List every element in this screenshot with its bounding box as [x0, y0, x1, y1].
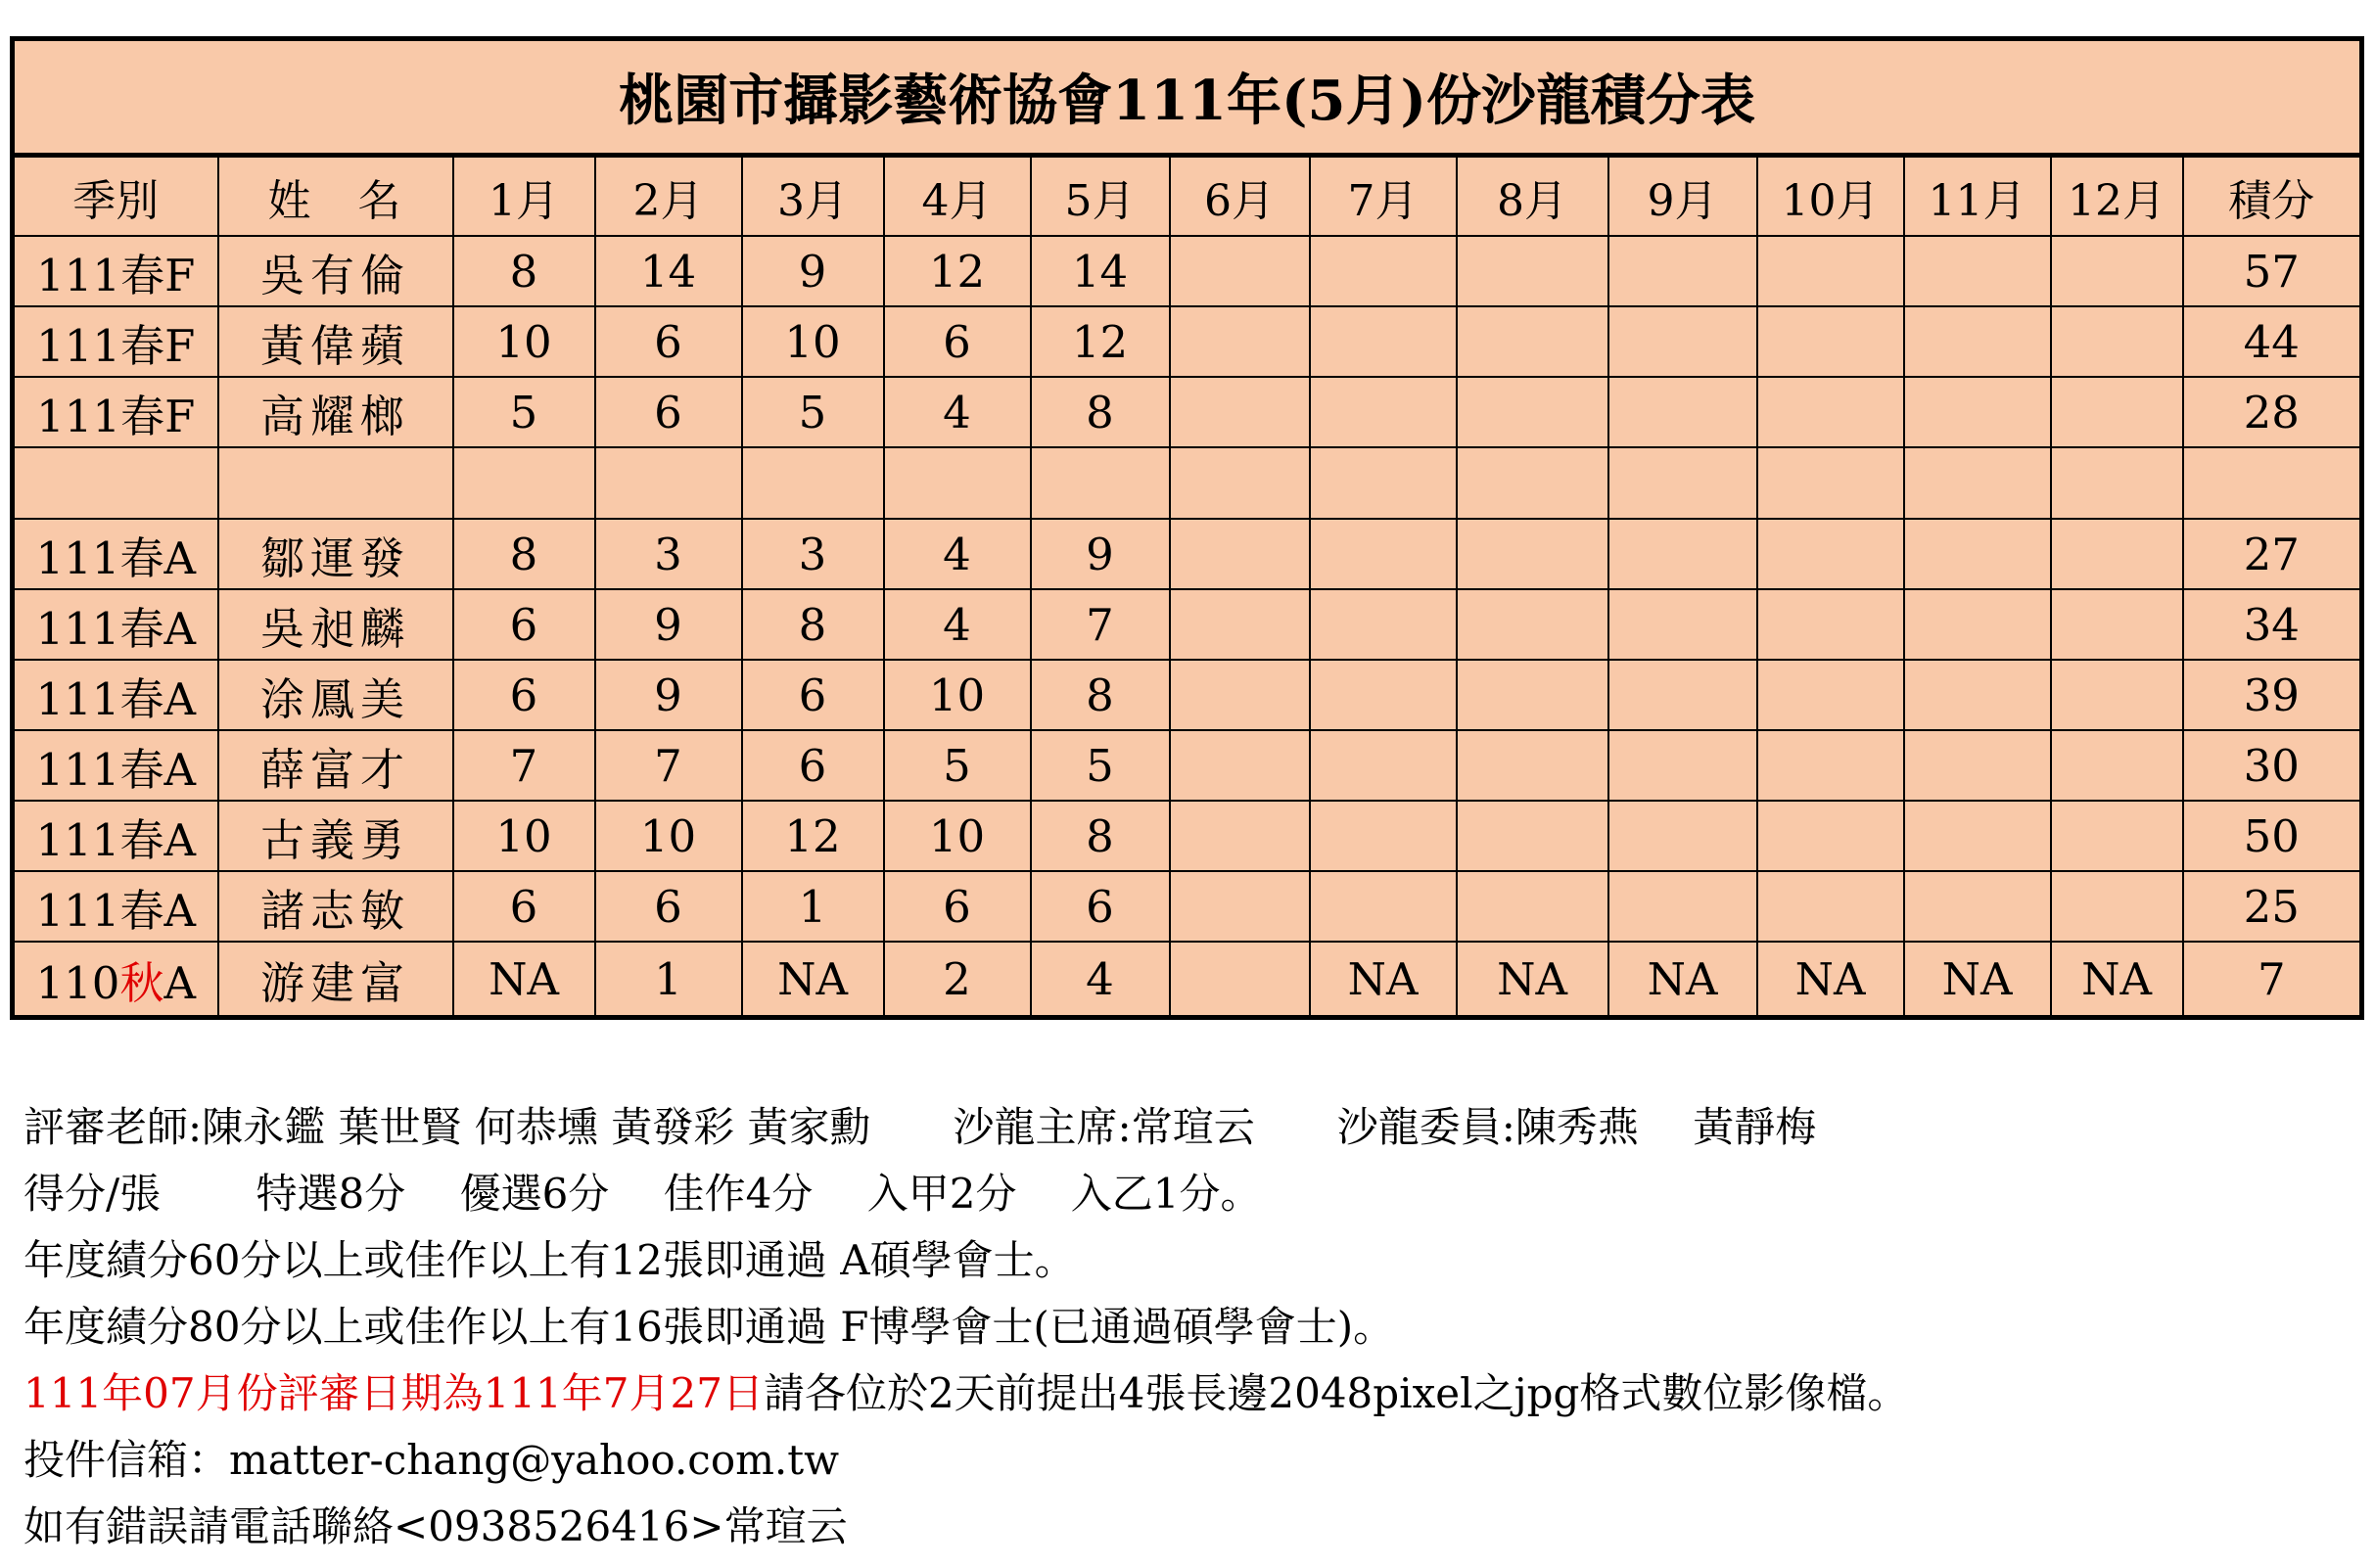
month-score [1904, 519, 2051, 589]
month-score: 4 [884, 589, 1031, 660]
month-score: 8 [1031, 660, 1170, 730]
month-score [2051, 377, 2183, 447]
month-score: 6 [884, 871, 1031, 942]
month-score [1757, 306, 1904, 377]
month-score: 8 [1031, 801, 1170, 871]
month-score [453, 447, 595, 519]
scoring-line: 得分/張 特選8分 優選6分 佳作4分 入甲2分 入乙1分。 [23, 1170, 1262, 1218]
header-cell: 1月 [453, 156, 595, 237]
table-row [13, 801, 2362, 871]
member-name: 古義勇 [218, 801, 453, 871]
month-score [1310, 660, 1457, 730]
month-score [1310, 447, 1457, 519]
header-row [13, 156, 2362, 237]
month-score: 12 [1031, 306, 1170, 377]
month-score: 6 [595, 377, 742, 447]
month-score: 6 [453, 660, 595, 730]
season-level: A [163, 672, 196, 725]
month-score [1608, 377, 1757, 447]
month-score: 6 [595, 871, 742, 942]
member-name: 吳有倫 [218, 236, 453, 306]
month-score: 6 [1031, 871, 1170, 942]
month-score: 8 [453, 236, 595, 306]
judges-line: 評審老師:陳永鑑 葉世賢 何恭壎 黃發彩 黃家勳 沙龍主席:常瑄云 沙龍委員:陳秀燕 黃靜梅 [23, 1103, 1817, 1151]
month-score: 9 [595, 589, 742, 660]
season-level: F [164, 249, 196, 301]
season-term: 春 [120, 390, 165, 442]
month-score [1310, 730, 1457, 801]
month-score [1757, 447, 1904, 519]
month-score: 5 [884, 730, 1031, 801]
month-score: 4 [1031, 942, 1170, 1018]
header-cell: 8月 [1457, 156, 1608, 237]
month-score: 9 [595, 660, 742, 730]
header-cell: 5月 [1031, 156, 1170, 237]
month-score: 10 [453, 306, 595, 377]
month-score [742, 447, 884, 519]
month-score: 10 [884, 801, 1031, 871]
month-score [1457, 730, 1608, 801]
month-score: NA [453, 942, 595, 1018]
month-score: 5 [453, 377, 595, 447]
total-score: 30 [2183, 730, 2362, 801]
blank-row [13, 447, 2362, 519]
month-score [1310, 236, 1457, 306]
season-level: A [163, 813, 196, 866]
month-score [2051, 589, 2183, 660]
member-name [218, 447, 453, 519]
month-score: NA [1757, 942, 1904, 1018]
member-name: 薛富才 [218, 730, 453, 801]
season-year: 111 [36, 249, 121, 301]
month-score [1310, 871, 1457, 942]
total-score: 27 [2183, 519, 2362, 589]
month-score [1608, 730, 1757, 801]
month-score: 14 [595, 236, 742, 306]
month-score: NA [1608, 942, 1757, 1018]
f-level-rule: 年度績分80分以上或佳作以上有16張即通過 F博學會士(已通過碩學會士)。 [23, 1303, 1395, 1351]
season-level: A [163, 531, 196, 584]
month-score [1904, 377, 2051, 447]
season-term: 春 [119, 531, 164, 584]
season-year: 111 [35, 743, 120, 796]
month-score: 1 [595, 942, 742, 1018]
season-cell [13, 942, 218, 1018]
season-level: A [163, 884, 196, 937]
table-row [13, 730, 2362, 801]
month-score: 1 [742, 871, 884, 942]
total-score: 25 [2183, 871, 2362, 942]
month-score: 2 [884, 942, 1031, 1018]
total-score: 34 [2183, 589, 2362, 660]
month-score [1457, 871, 1608, 942]
month-score [1457, 447, 1608, 519]
season-term: 春 [119, 813, 164, 866]
header-cell: 積分 [2183, 156, 2362, 237]
month-score [2051, 730, 2183, 801]
month-score [1170, 447, 1310, 519]
table-row [13, 519, 2362, 589]
month-score: 6 [595, 306, 742, 377]
month-score [1757, 660, 1904, 730]
notes-section [23, 1094, 2353, 1560]
month-score [1457, 306, 1608, 377]
month-score [1757, 236, 1904, 306]
season-term: 春 [119, 743, 164, 796]
header-cell: 6月 [1170, 156, 1310, 237]
month-score [1904, 871, 2051, 942]
month-score [1310, 589, 1457, 660]
month-score [1757, 519, 1904, 589]
salon-score-table [10, 36, 2364, 1020]
season-term: 春 [120, 319, 165, 372]
month-score [1031, 447, 1170, 519]
season-term: 春 [119, 884, 164, 937]
month-score: 10 [453, 801, 595, 871]
month-score: 3 [595, 519, 742, 589]
month-score [1904, 236, 2051, 306]
header-cell: 10月 [1757, 156, 1904, 237]
table-row [13, 589, 2362, 660]
member-name: 鄒運發 [218, 519, 453, 589]
submission-instructions: 請各位於2天前提出4張長邊2048pixel之jpg格式數位影像檔。 [763, 1369, 1909, 1417]
month-score [1757, 871, 1904, 942]
month-score: 4 [884, 519, 1031, 589]
month-score [1170, 801, 1310, 871]
month-score [2051, 871, 2183, 942]
season-term: 春 [120, 249, 165, 301]
month-score: 9 [742, 236, 884, 306]
total-score: 57 [2183, 236, 2362, 306]
total-score: 44 [2183, 306, 2362, 377]
month-score [1310, 519, 1457, 589]
member-name: 高耀榔 [218, 377, 453, 447]
total-score: 7 [2183, 942, 2362, 1018]
season-year: 111 [36, 390, 121, 442]
season-cell [13, 730, 218, 801]
month-score [2051, 236, 2183, 306]
month-score [1904, 801, 2051, 871]
header-cell: 12月 [2051, 156, 2183, 237]
season-cell [13, 306, 218, 377]
header-cell: 3月 [742, 156, 884, 237]
total-score: 28 [2183, 377, 2362, 447]
season-year: 111 [36, 319, 121, 372]
season-cell [13, 589, 218, 660]
header-cell: 姓 名 [218, 156, 453, 237]
month-score [1457, 589, 1608, 660]
season-year: 110 [35, 956, 120, 1009]
submission-email: 投件信箱：matter-chang@yahoo.com.tw [23, 1436, 840, 1484]
season-level: F [164, 319, 196, 372]
header-cell: 2月 [595, 156, 742, 237]
month-score [1608, 519, 1757, 589]
table-row [13, 660, 2362, 730]
season-level: A [163, 602, 196, 655]
season-term: 秋 [119, 956, 164, 1009]
month-score [1608, 660, 1757, 730]
month-score: 6 [742, 660, 884, 730]
month-score: 12 [884, 236, 1031, 306]
table-row [13, 871, 2362, 942]
header-cell: 4月 [884, 156, 1031, 237]
season-year: 111 [35, 602, 120, 655]
member-name: 諸志敏 [218, 871, 453, 942]
month-score [1457, 377, 1608, 447]
month-score [2051, 801, 2183, 871]
judging-date: 111年07月份評審日期為111年7月27日 [23, 1369, 764, 1417]
member-name: 游建富 [218, 942, 453, 1018]
header-cell: 11月 [1904, 156, 2051, 237]
season-cell [13, 377, 218, 447]
month-score: NA [742, 942, 884, 1018]
season-year: 111 [35, 884, 120, 937]
season-level: A [163, 956, 196, 1009]
month-score [1457, 519, 1608, 589]
season-level: A [163, 743, 196, 796]
month-score [1904, 447, 2051, 519]
month-score: 9 [1031, 519, 1170, 589]
total-score [2183, 447, 2362, 519]
month-score: 7 [1031, 589, 1170, 660]
month-score [1757, 801, 1904, 871]
month-score [1904, 660, 2051, 730]
month-score: 12 [742, 801, 884, 871]
month-score: NA [1904, 942, 2051, 1018]
month-score [1170, 377, 1310, 447]
month-score: 5 [742, 377, 884, 447]
month-score [1170, 236, 1310, 306]
month-score [1904, 589, 2051, 660]
month-score: NA [1310, 942, 1457, 1018]
month-score [1310, 306, 1457, 377]
month-score: 6 [742, 730, 884, 801]
season-year: 111 [35, 531, 120, 584]
month-score [1457, 236, 1608, 306]
month-score: 10 [595, 801, 742, 871]
month-score [2051, 519, 2183, 589]
table-row [13, 942, 2362, 1018]
season-level: F [164, 390, 196, 442]
table-row [13, 377, 2362, 447]
total-score: 50 [2183, 801, 2362, 871]
a-level-rule: 年度績分60分以上或佳作以上有12張即通過 A碩學會士。 [23, 1236, 1076, 1284]
month-score [1608, 589, 1757, 660]
month-score: 8 [742, 589, 884, 660]
month-score [1608, 447, 1757, 519]
season-cell [13, 801, 218, 871]
season-term: 春 [119, 672, 164, 725]
month-score [2051, 447, 2183, 519]
total-score: 39 [2183, 660, 2362, 730]
month-score: 6 [884, 306, 1031, 377]
month-score [595, 447, 742, 519]
month-score [1170, 660, 1310, 730]
month-score [884, 447, 1031, 519]
season-year: 111 [35, 813, 120, 866]
member-name: 涂鳳美 [218, 660, 453, 730]
month-score: 10 [742, 306, 884, 377]
month-score [1310, 801, 1457, 871]
season-cell [13, 447, 218, 519]
season-term: 春 [119, 602, 164, 655]
month-score [1608, 871, 1757, 942]
month-score: NA [2051, 942, 2183, 1018]
season-cell [13, 660, 218, 730]
season-cell [13, 519, 218, 589]
month-score [1904, 730, 2051, 801]
month-score [1170, 942, 1310, 1018]
header-cell: 7月 [1310, 156, 1457, 237]
table-title: 桃園市攝影藝術協會111年(5月)份沙龍積分表 [13, 39, 2362, 156]
season-cell [13, 871, 218, 942]
month-score: 10 [884, 660, 1031, 730]
month-score [1310, 377, 1457, 447]
month-score: 8 [1031, 377, 1170, 447]
month-score [1757, 730, 1904, 801]
month-score: 6 [453, 871, 595, 942]
month-score: 8 [453, 519, 595, 589]
month-score [1757, 377, 1904, 447]
month-score [2051, 306, 2183, 377]
month-score [1170, 589, 1310, 660]
month-score [1457, 660, 1608, 730]
month-score [1457, 801, 1608, 871]
month-score [1170, 306, 1310, 377]
member-name: 吳昶麟 [218, 589, 453, 660]
month-score [1608, 306, 1757, 377]
month-score: 5 [1031, 730, 1170, 801]
next-judging-line [23, 1360, 2353, 1427]
month-score: 3 [742, 519, 884, 589]
month-score: 4 [884, 377, 1031, 447]
season-cell [13, 236, 218, 306]
header-cell: 季別 [13, 156, 218, 237]
contact-line: 如有錯誤請電話聯絡<0938526416>常瑄云 [23, 1502, 848, 1550]
table-row [13, 236, 2362, 306]
month-score [1170, 730, 1310, 801]
season-year: 111 [35, 672, 120, 725]
month-score: 6 [453, 589, 595, 660]
month-score [1904, 306, 2051, 377]
month-score [1170, 871, 1310, 942]
month-score [1757, 589, 1904, 660]
month-score [1170, 519, 1310, 589]
member-name: 黃偉蘋 [218, 306, 453, 377]
month-score: 7 [453, 730, 595, 801]
month-score: 7 [595, 730, 742, 801]
header-cell: 9月 [1608, 156, 1757, 237]
month-score [2051, 660, 2183, 730]
month-score [1608, 801, 1757, 871]
month-score: NA [1457, 942, 1608, 1018]
table-row [13, 306, 2362, 377]
month-score: 14 [1031, 236, 1170, 306]
month-score [1608, 236, 1757, 306]
